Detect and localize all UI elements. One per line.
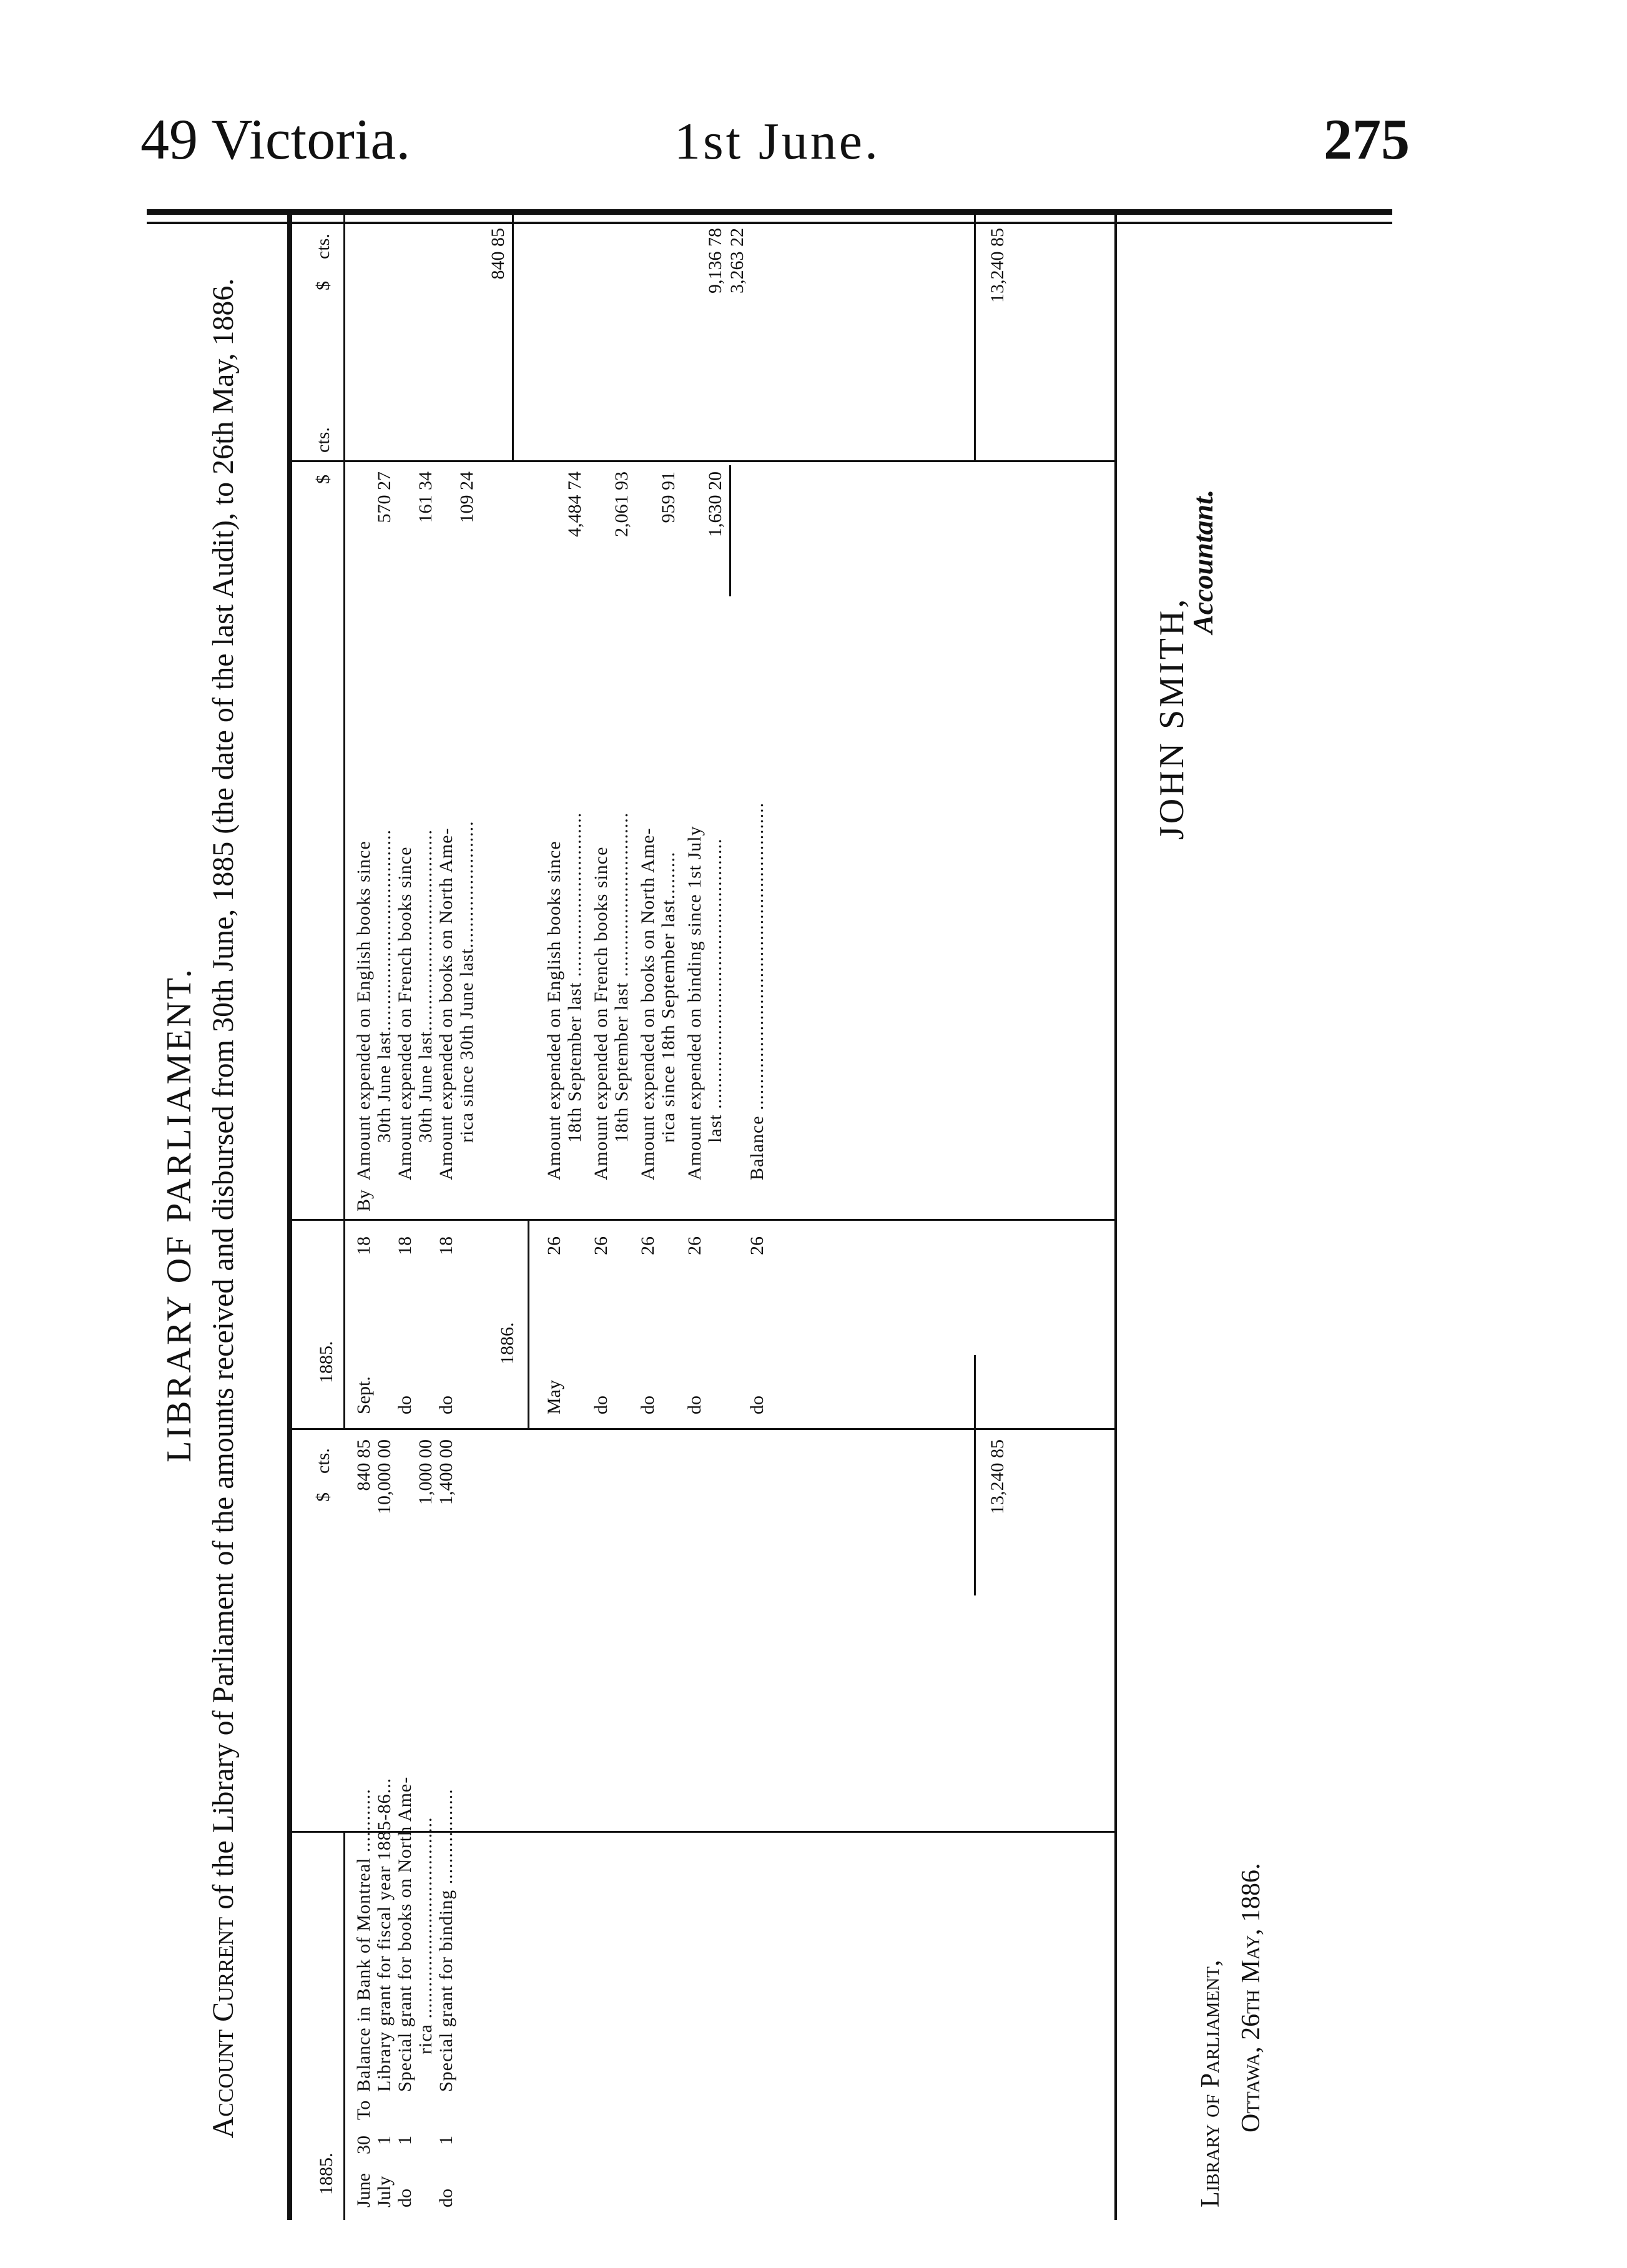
receipt-row-4-amount: 1,400 00 [436,1439,456,1505]
disb-1885-row-3-day: 18 [436,1236,456,1255]
col-rule-2 [287,1428,1117,1430]
disb-1885-row-2-amount: 161 34 [415,471,436,523]
signatory-name: JOHN SMITH, [1153,596,1191,840]
receipt-row-3-month: do [395,2189,415,2207]
page-title: LIBRARY OF PARLIAMENT. [160,967,199,1462]
balance-amount: 3,263 22 [727,228,747,293]
disb-1886-row-1-month: May [544,1380,564,1414]
disb-1886-row-4-day: 26 [684,1236,705,1255]
receipt-row-1-day: 30 [353,2136,374,2154]
disb-1885-row-1-day: 18 [353,1236,374,1255]
col-rule-3 [287,1219,1117,1221]
disbursements-prefix: By [353,1189,374,1211]
header-rule-date-mid [343,1221,345,1430]
year-1886-rule [528,1221,529,1430]
place-line-1: Library of Parliament, [1196,1960,1225,2207]
balance-month: do [747,1396,767,1414]
disb-1885-row-2-desc-2: 30th June last...................................... [415,829,436,1143]
disbursements-total: 13,240 85 [987,228,1008,303]
disb-1886-row-3-month: do [637,1396,658,1414]
receipt-row-3-desc-1: Special grant for books on North Ame- [395,1776,415,2092]
place-line-2: Ottawa, 26th May, 1886. [1237,1863,1266,2132]
balance-label: Balance .......................................................... [747,802,767,1180]
receipt-row-2-month: July [374,2176,395,2207]
disb-1885-row-3-desc-2: rica since 30th June last........................ [456,821,477,1143]
disb-1886-row-2-day: 26 [591,1236,611,1255]
disb-1886-row-2-amount: 2,061 93 [611,471,632,537]
disb-1886-row-4-month: do [684,1396,705,1414]
receipt-row-1-month: June [353,2173,374,2207]
header-session: 49 Victoria. [140,107,411,171]
disb-1886-row-2-month: do [591,1396,611,1414]
balance-day: 26 [747,1236,767,1255]
account-table [287,209,1118,2220]
signatory-role: Accountant. [1187,489,1219,634]
receipt-row-3-day: 1 [395,2136,415,2145]
subtotal-rule-left [974,1355,976,1430]
disb-1886-row-4-desc-2: last ................................................... [705,838,725,1143]
disb-1885-row-1-month: Sept. [353,1376,374,1414]
disb-1886-row-1-desc-2: 18th September last ............................... [564,812,585,1143]
subtitle-lead: Account Current [207,1916,240,2139]
receipt-row-3-amount: 1,000 00 [415,1439,436,1505]
disb-1885-subtotal: 840 85 [488,228,508,280]
receipt-row-2-amount: 10,000 00 [374,1439,395,1514]
disb-1886-row-4-desc-1: Amount expended on binding since 1st July [684,826,705,1180]
col-rule-4 [287,460,1117,462]
receipts-year: 1885. [316,2152,337,2195]
account-subtitle [206,272,241,2145]
table-top-rule [287,209,292,2220]
receipt-row-2-day: 1 [374,2136,395,2145]
disb1-dollar-header: $ [313,475,333,484]
disb2-cents-header: cts. [313,234,333,259]
receipt-row-1-desc: Balance in Bank of Montreal ............ [353,1788,374,2092]
disb-1886-row-3-day: 26 [637,1236,658,1255]
disb-1886-row-3-desc-2: rica since 18th September last......... [658,851,679,1143]
header-date: 1st June. [674,112,880,170]
subtotal-rule-1885 [512,209,514,462]
header-rule-date-left [343,1833,345,2220]
table-bottom-rule [1114,209,1117,2220]
receipt-row-2-desc: Library grant for fiscal year 1885-86... [374,1777,395,2092]
disb-1885-row-3-desc-1: Amount expended on books on North Ame- [436,827,456,1180]
receipts-cents-header: cts. [313,1448,333,1474]
disb-1885-row-3-amount: 109 24 [456,471,477,523]
receipt-row-1-amount: 840 85 [353,1439,374,1491]
disb-1885-row-1-desc-2: 30th June last...................................... [374,829,395,1143]
disb-1886-row-1-desc-1: Amount expended on English books since [544,841,564,1180]
disbursements-year-1885: 1885. [316,1341,337,1383]
total-rule-disbursements [974,209,976,462]
disb-1886-row-3-amount: 959 91 [658,471,679,523]
receipt-row-4-desc: Special grant for binding .................. [436,1788,456,2092]
disb-1885-row-1-desc-1: Amount expended on English books since [353,841,374,1180]
subtitle-text: of the Library of Parliament of the amounts received and disbursed from 30th June, 1885 (the date of the last Audit), to 26th May, 1886. [207,278,240,1917]
disb-1886-row-1-day: 26 [544,1236,564,1255]
disb-1886-row-4-amount: 1,630 20 [705,471,725,537]
disb-1885-row-1-amount: 570 27 [374,471,395,523]
disb-1886-amount-rule [729,465,731,596]
receipt-row-4-month: do [436,2189,456,2207]
total-rule-receipts [974,1430,976,1595]
running-header [0,0,1627,187]
receipt-row-4-day: 1 [436,2136,456,2145]
disb-1885-row-2-month: do [395,1396,415,1414]
disb-1885-row-2-desc-1: Amount expended on French books since [395,846,415,1180]
disb-1886-row-2-desc-2: 18th September last ............................... [611,812,632,1143]
disbursements-year-1886: 1886. [497,1322,518,1364]
disb1-cents-header: cts. [313,427,333,453]
receipts-prefix: To [353,2100,374,2120]
disb-1886-subtotal: 9,136 78 [705,228,725,293]
disb-1886-row-1-amount: 4,484 74 [564,471,585,537]
disb-1886-row-3-desc-1: Amount expended on books on North Ame- [637,827,658,1180]
disb-1886-row-2-desc-1: Amount expended on French books since [591,846,611,1180]
receipts-dollar-header: $ [313,1492,333,1502]
page-number: 275 [1324,107,1410,171]
disb-1885-row-3-month: do [436,1396,456,1414]
receipts-total: 13,240 85 [987,1439,1008,1514]
rotated-account-sheet [147,209,1392,2220]
receipt-row-3-desc-2: rica ...................................... [415,1817,436,2054]
disb2-dollar-header: $ [313,281,333,290]
disb-1885-row-2-day: 18 [395,1236,415,1255]
header-rule-money [343,209,345,1221]
